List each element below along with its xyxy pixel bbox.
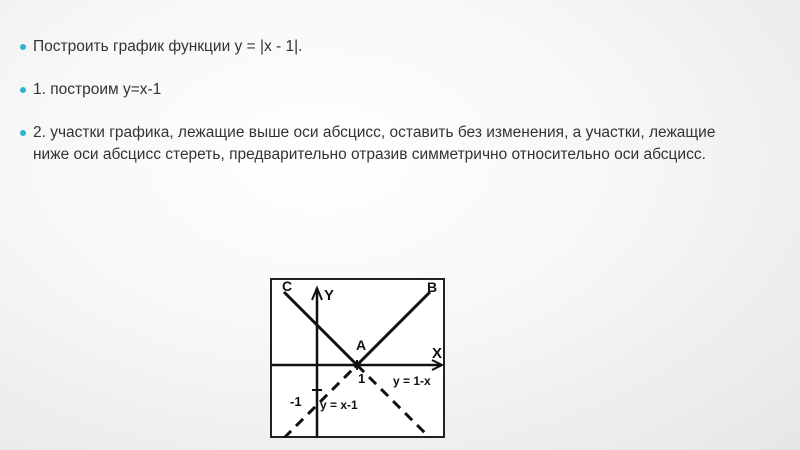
bullet-dot-icon xyxy=(20,130,26,136)
bullet-step-2 xyxy=(20,122,720,166)
tick-label-minus1: -1 xyxy=(290,394,302,409)
bullet-dot-icon xyxy=(20,44,26,50)
label-a: A xyxy=(356,337,367,353)
equation-lower: y = x-1 xyxy=(320,398,358,412)
bullet-task xyxy=(20,36,720,58)
label-y: Y xyxy=(324,287,335,304)
bullet-step-1 xyxy=(20,79,720,101)
bullet-text: Построить график функции y = |x - 1|. xyxy=(33,38,303,55)
tick-label-1: 1 xyxy=(358,371,366,386)
label-c: C xyxy=(282,278,293,294)
graph-svg xyxy=(270,278,445,438)
bullet-dot-icon xyxy=(20,87,26,93)
label-b: B xyxy=(427,279,438,295)
label-x: X xyxy=(432,345,443,362)
bullet-list xyxy=(20,36,720,187)
graph-figure xyxy=(270,278,445,438)
bullet-text: 1. построим y=x-1 xyxy=(33,81,162,98)
bullet-text: 2. участки графика, лежащие выше оси абсцисс, оставить без изменения, а участки, лежащие ниже оси абсцисс стереть, предварительно отразив симметрично относительно оси абсцисс. xyxy=(33,124,716,163)
equation-upper: y = 1-x xyxy=(393,374,431,388)
